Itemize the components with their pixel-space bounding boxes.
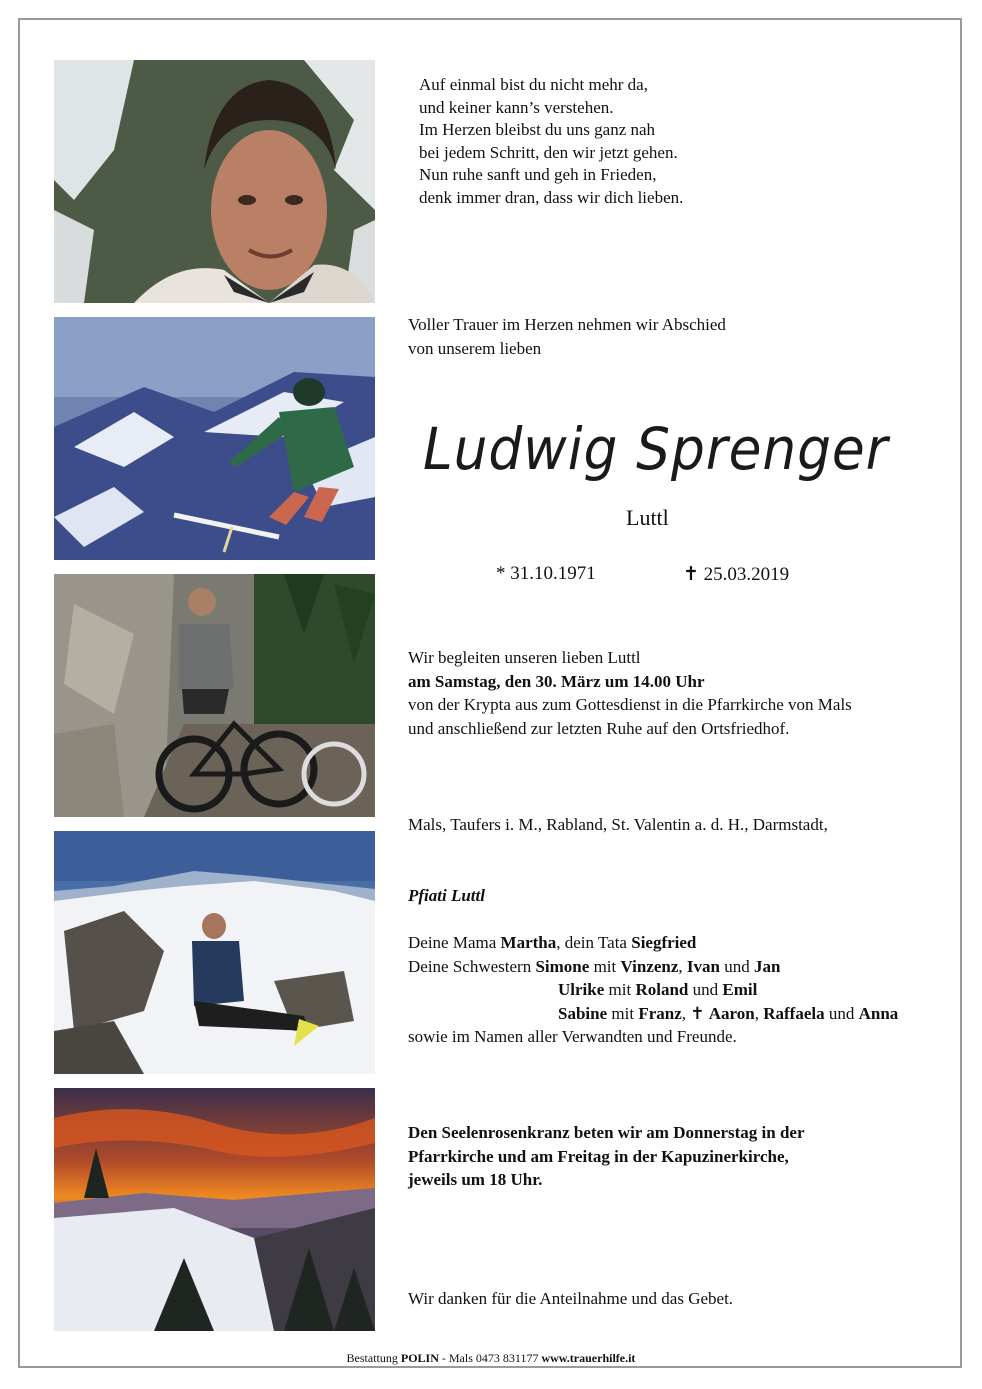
mountainbike-photo: [54, 574, 375, 817]
deceased-name: Ludwig Sprenger: [423, 415, 889, 483]
funeral-line-2: [408, 670, 852, 694]
rosary-line-2: Pfarrkirche und am Freitag in der Kapuzinerkirche,: [408, 1146, 789, 1166]
poem: [419, 74, 683, 209]
places-text: Mals, Taufers i. M., Rabland, St. Valentin a. d. H., Darmstadt,: [408, 815, 828, 834]
poem-line: und keiner kann’s verstehen.: [419, 97, 614, 117]
thanks-text: Wir danken für die Anteilnahme und das Gebet.: [408, 1289, 734, 1308]
poem-line: denk immer dran, dass wir dich lieben.: [419, 187, 684, 207]
birth-date: * 31.10.1971: [496, 563, 596, 584]
portrait-photo: [54, 60, 375, 303]
funeral-line-3: von der Krypta aus zum Gottesdienst in die Pfarrkirche von Mals: [408, 695, 852, 714]
rosary-line-1: Den Seelenrosenkranz beten wir am Donnerstag in der: [408, 1123, 805, 1142]
funeral-line-1: Wir begleiten unseren lieben Luttl: [408, 648, 641, 667]
sunset-photo: [54, 1088, 375, 1331]
intro-line-1: Voller Trauer im Herzen nehmen wir Abschied: [408, 315, 726, 334]
funeral-line-4: und anschließend zur letzten Ruhe auf den Ortsfriedhof.: [408, 718, 790, 738]
family-row-ulrike: Ulrike mit Roland und Emil: [558, 980, 758, 999]
intro-text: [408, 313, 726, 360]
family-list: [408, 931, 898, 1049]
poem-line: Im Herzen bleibst du uns ganz nah: [419, 120, 656, 139]
rosary-line-3: jeweils um 18 Uhr.: [408, 1170, 543, 1189]
poem-line: Auf einmal bist du nicht mehr da,: [419, 75, 648, 94]
footer-prefix: Bestattung: [346, 1351, 401, 1365]
family-row-parents: Deine Mama Martha, dein Tata Siegfried: [408, 933, 697, 952]
funeral-info: [408, 646, 852, 740]
intro-line-2: von unserem lieben: [408, 338, 542, 358]
farewell-text: [408, 884, 485, 908]
footer-contact: - Mals 0473 831177: [438, 1351, 542, 1365]
farewell-greeting: Pfiati Luttl: [408, 886, 485, 905]
poem-line: Nun ruhe sanft und geh in Frieden,: [419, 165, 657, 184]
family-row-others: sowie im Namen aller Verwandten und Freunde.: [408, 1027, 737, 1046]
family-row-sabine: Sabine mit Franz, ✝ Aaron, Raffaela und Anna: [558, 1003, 899, 1023]
family-row-sisters: Deine Schwestern Simone mit Vinzenz, Ivan und Jan: [408, 956, 781, 976]
summit-photo: [54, 831, 375, 1074]
footer: [0, 1351, 982, 1366]
footer-website[interactable]: www.trauerhilfe.it: [541, 1351, 636, 1365]
deceased-nickname: Luttl: [626, 505, 669, 530]
funeral-date: am Samstag, den 30. März um 14.00 Uhr: [408, 671, 705, 691]
skiing-photo: [54, 317, 375, 560]
rosary-info: [408, 1121, 805, 1192]
death-date: ✝ 25.03.2019: [683, 564, 790, 585]
footer-company: POLIN: [400, 1351, 439, 1365]
poem-line: bei jedem Schritt, den wir jetzt gehen.: [419, 142, 678, 162]
